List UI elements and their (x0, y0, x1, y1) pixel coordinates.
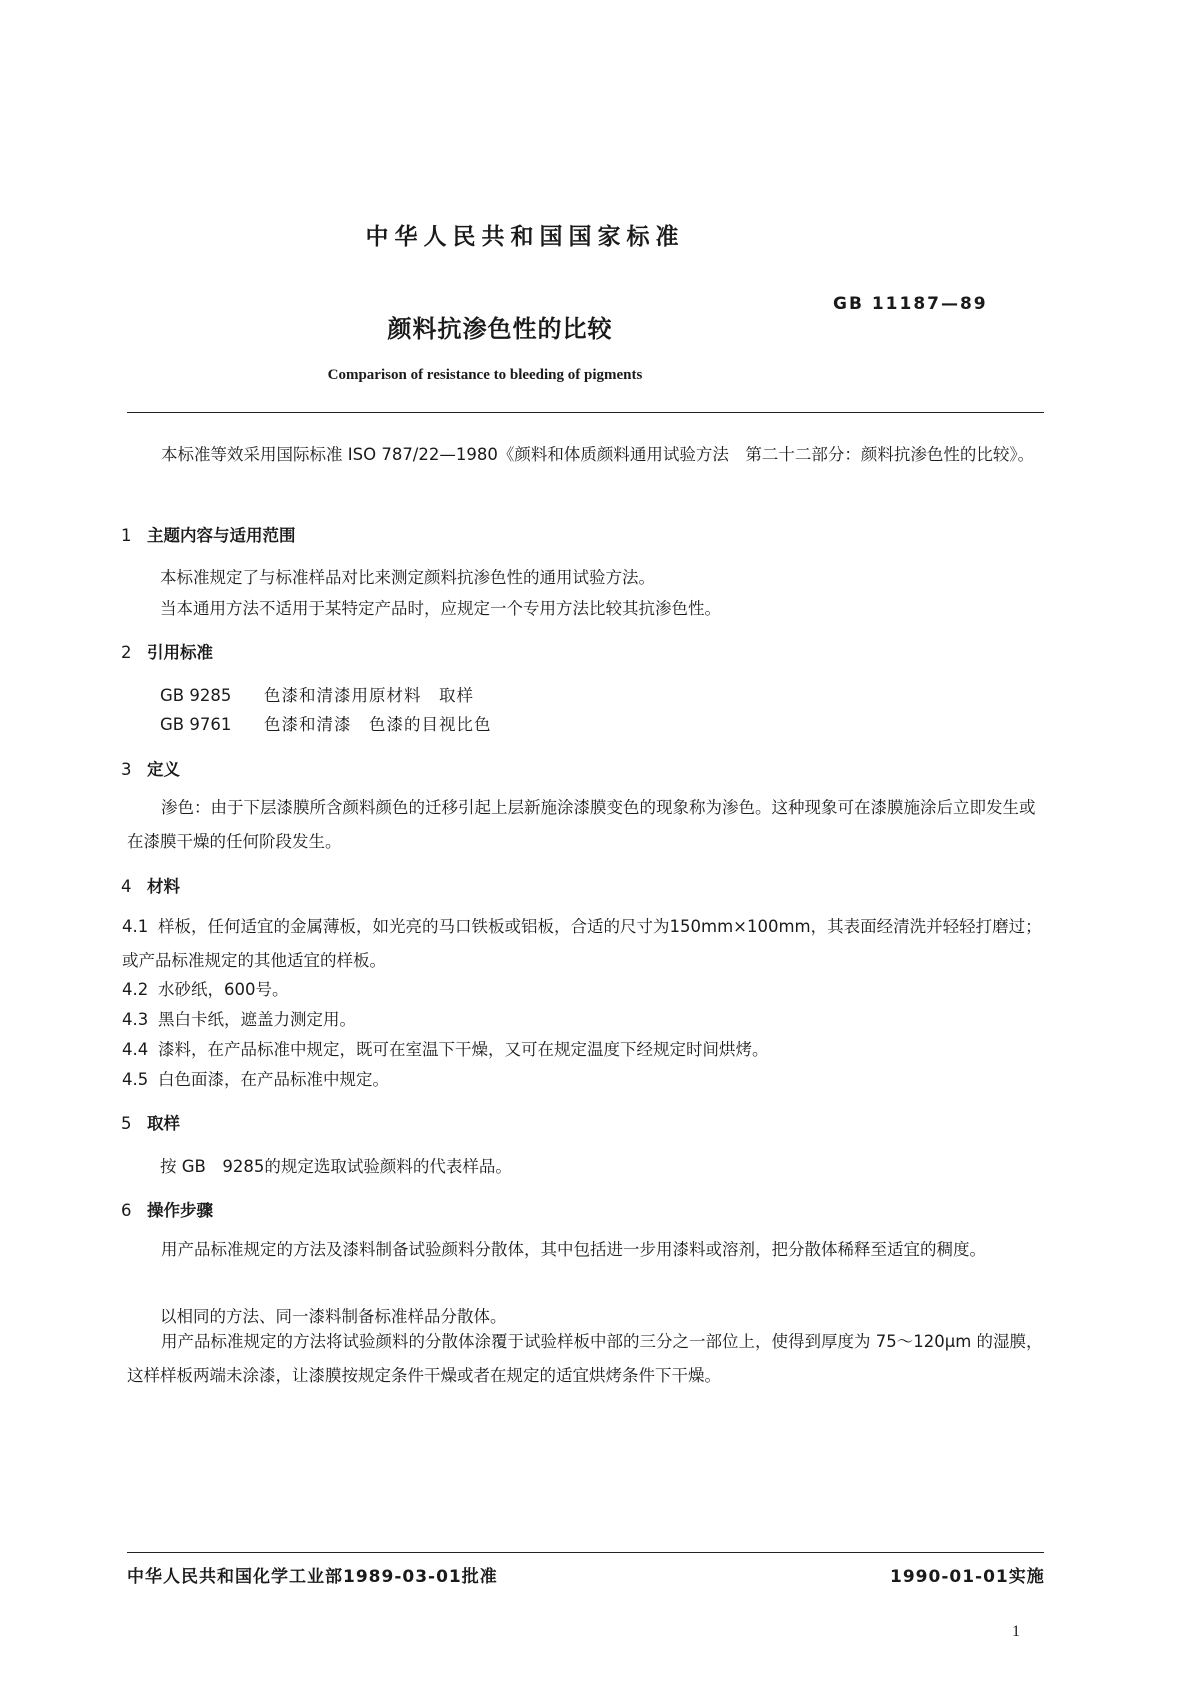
header-divider (127, 412, 1044, 413)
section-5-number: 5 (121, 1114, 132, 1133)
section-4-title: 材料 (147, 877, 180, 896)
effective-date: 1990-01-01实施 (890, 1567, 1045, 1587)
section-3-number: 3 (121, 760, 132, 779)
definition-text: 渗色：由于下层漆膜所含颜料颜色的迁移引起上层新施涂漆膜变色的现象称为渗色。这种现象可在漆膜施涂后立即发生或在漆膜干燥的任何阶段发生。 (127, 798, 1036, 851)
section-4-heading (121, 873, 180, 897)
item-text: 漆料，在产品标准中规定，既可在室温下干燥，又可在规定温度下经规定时间烘烤。 (158, 1040, 769, 1059)
document-title-cn: 颜料抗渗色性的比较 (387, 315, 613, 343)
document-title-en: Comparison of resistance to bleeding of pigments (327, 367, 643, 383)
section-1-para-2: 当本通用方法不适用于某特定产品时，应规定一个专用方法比较其抗渗色性。 (160, 599, 721, 618)
section-6-number: 6 (121, 1201, 132, 1220)
item-text: 黑白卡纸，遮盖力测定用。 (158, 1010, 356, 1029)
approval-line: 中华人民共和国化学工业部1989-03-01批准 (127, 1567, 498, 1587)
footer-divider (127, 1552, 1044, 1553)
section-3-heading (121, 756, 180, 780)
item-number: 4.3 (122, 1010, 149, 1029)
reference-title: 色漆和清漆 色漆的目视比色 (264, 715, 492, 734)
materials-item (122, 973, 1044, 1007)
section-6-para-3 (127, 1325, 1044, 1393)
reference-item (160, 682, 474, 706)
section-2-heading (121, 639, 213, 663)
section-6-para-2: 以相同的方法、同一漆料制备标准样品分散体。 (160, 1307, 507, 1326)
section-1-para-1: 本标准规定了与标准样品对比来测定颜料抗渗色性的通用试验方法。 (160, 568, 655, 587)
section-4-number: 4 (121, 877, 132, 896)
item-number: 4.1 (122, 917, 149, 936)
item-text: 白色面漆，在产品标准中规定。 (158, 1070, 389, 1089)
materials-item (122, 1003, 1044, 1037)
section-6-para-1 (127, 1233, 1044, 1267)
reference-title: 色漆和清漆用原材料 取样 (264, 686, 474, 705)
intro-paragraph (127, 438, 1044, 472)
section-2-number: 2 (121, 643, 132, 662)
section-1-number: 1 (121, 526, 132, 545)
item-number: 4.4 (122, 1040, 149, 1059)
item-text: 样板，任何适宜的金属薄板，如光亮的马口铁板或铝板，合适的尺寸为150mm×100mm，其表面经清洗并轻轻打磨过；或产品标准规定的其他适宜的样板。 (122, 917, 1042, 970)
section-6-heading (121, 1197, 213, 1221)
section-5-heading (121, 1110, 180, 1134)
item-number: 4.5 (122, 1070, 149, 1089)
procedure-text-3: 用产品标准规定的方法将试验颜料的分散体涂覆于试验样板中部的三分之一部位上，使得到厚度为 75～120μm 的湿膜，这样样板两端未涂漆，让漆膜按规定条件干燥或者在规定的适宜烘烤条件下干燥。 (127, 1332, 1043, 1385)
section-6-title: 操作步骤 (147, 1201, 213, 1220)
standard-number: GB 11187—89 (833, 294, 988, 314)
section-1-title: 主题内容与适用范围 (147, 526, 296, 545)
section-5-title: 取样 (147, 1114, 180, 1133)
reference-item (160, 711, 492, 735)
materials-item (122, 910, 1044, 978)
intro-text: 本标准等效采用国际标准 ISO 787/22—1980《颜料和体质颜料通用试验方法 第二十二部分：颜料抗渗色性的比较》。 (161, 445, 1035, 464)
reference-code: GB 9285 (160, 686, 232, 705)
page-number: 1 (1012, 1623, 1020, 1640)
materials-item (122, 1063, 1044, 1097)
section-5-para-1: 按 GB 9285的规定选取试验颜料的代表样品。 (160, 1157, 512, 1176)
materials-item (122, 1033, 1044, 1067)
reference-code: GB 9761 (160, 715, 232, 734)
section-1-heading (121, 522, 296, 546)
item-text: 水砂纸，600号。 (158, 980, 289, 999)
item-number: 4.2 (122, 980, 149, 999)
procedure-text-1: 用产品标准规定的方法及漆料制备试验颜料分散体，其中包括进一步用漆料或溶剂，把分散体稀释至适宜的稠度。 (161, 1240, 986, 1259)
section-3-paragraph (127, 791, 1044, 859)
national-standard-heading: 中华人民共和国国家标准 (365, 224, 685, 250)
section-3-title: 定义 (147, 760, 180, 779)
section-2-title: 引用标准 (147, 643, 213, 662)
